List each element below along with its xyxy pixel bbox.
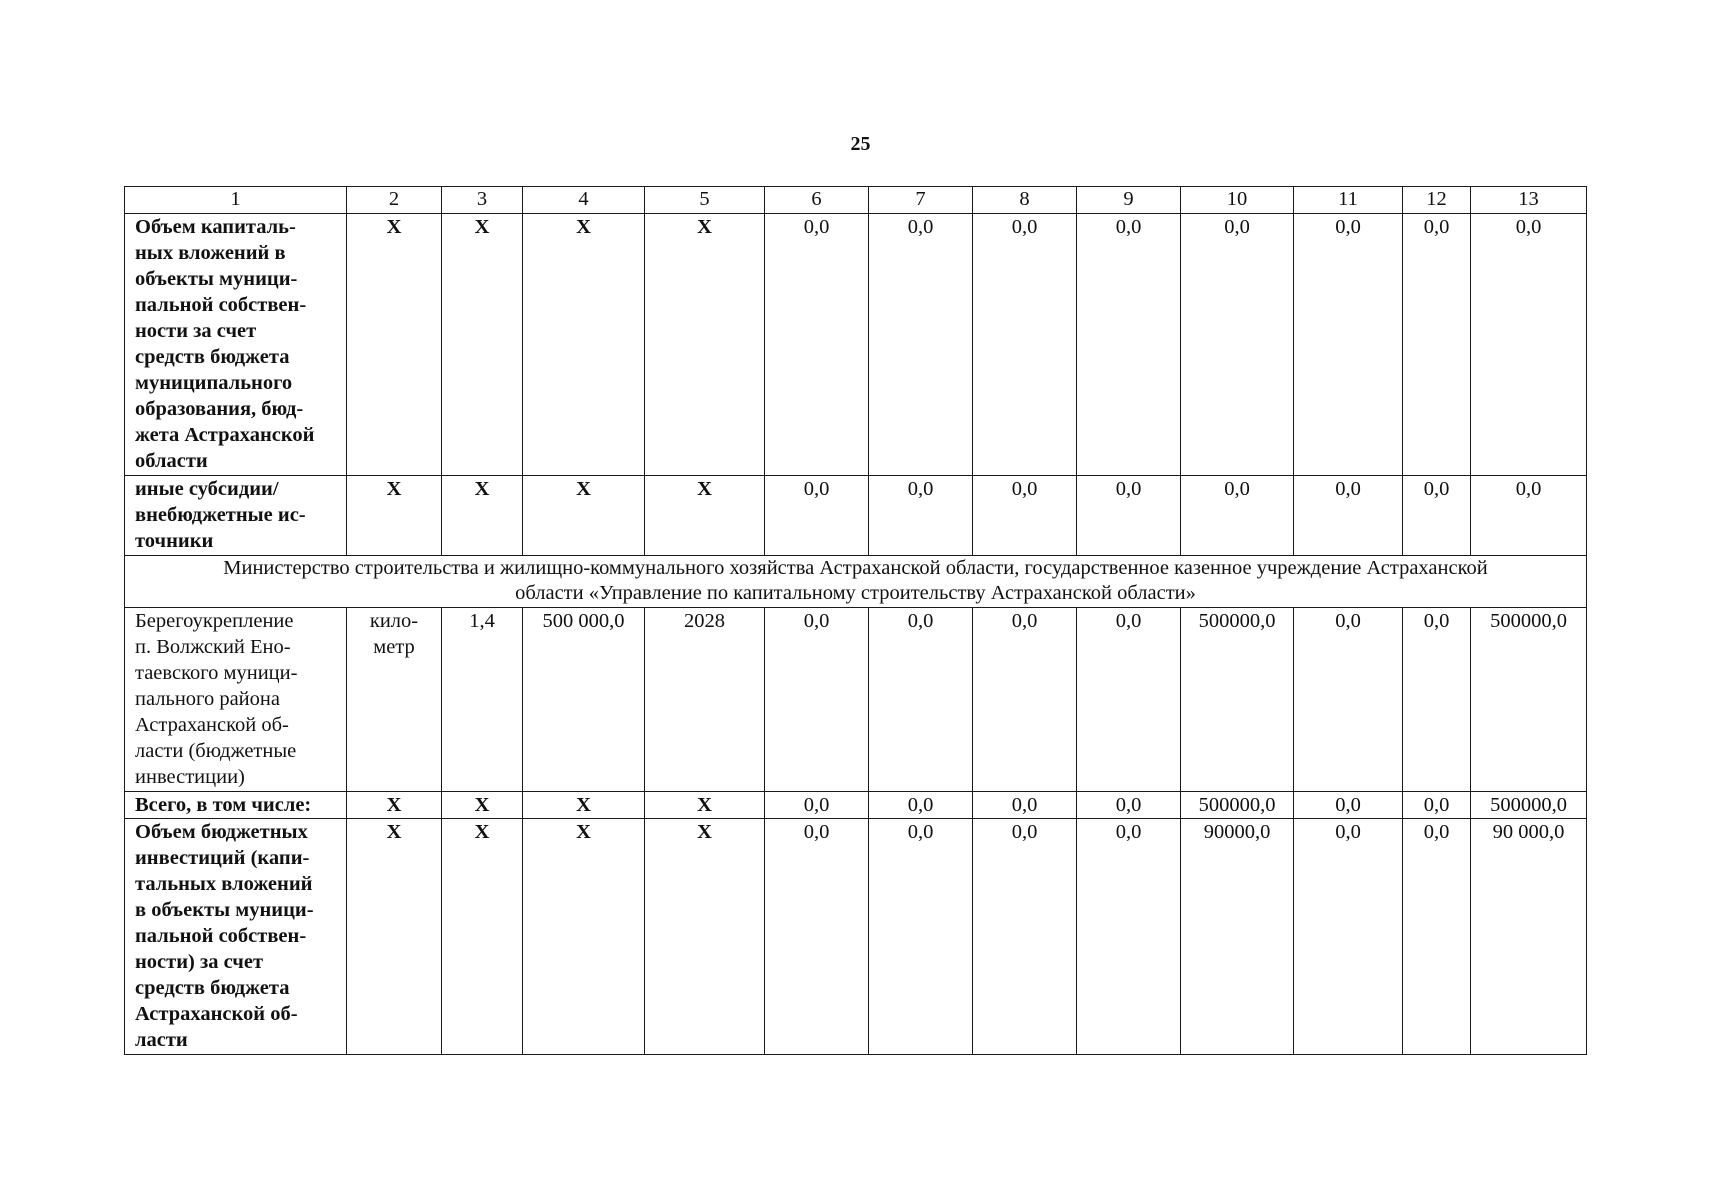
unit-text: кило- метр — [369, 610, 419, 658]
table-cell: X — [347, 819, 442, 1055]
table-cell: 0,0 — [869, 608, 973, 792]
table-cell: 0,0 — [1077, 792, 1181, 819]
table-cell: X — [523, 792, 645, 819]
table-cell: 0,0 — [973, 476, 1077, 556]
table-cell: X — [523, 214, 645, 476]
column-number: 10 — [1181, 187, 1294, 214]
table-cell: 0,0 — [973, 792, 1077, 819]
page-number: 25 — [850, 133, 871, 155]
column-number: 7 — [869, 187, 973, 214]
row-name — [125, 476, 347, 556]
table-cell: 0,0 — [1077, 819, 1181, 1055]
table-cell: 500 000,0 — [523, 608, 645, 792]
table-cell: X — [442, 792, 523, 819]
table-cell: 0,0 — [765, 608, 869, 792]
table-cell: 0,0 — [1181, 214, 1294, 476]
table-cell: 0,0 — [1403, 476, 1471, 556]
table-cell: 0,0 — [1403, 608, 1471, 792]
table-cell: 0,0 — [1403, 214, 1471, 476]
table-cell: 0,0 — [1403, 819, 1471, 1055]
table-cell: 0,0 — [1181, 476, 1294, 556]
table-cell: 500000,0 — [1181, 792, 1294, 819]
row-name-text: Объем капиталь- ных вложений в объекты муници- пальной собствен- ности за счет средств бюджета муниципального образования, бюд- жета Астраханской области — [135, 216, 315, 472]
column-number-row — [125, 187, 1587, 214]
table-cell: X — [645, 819, 765, 1055]
column-number: 9 — [1077, 187, 1181, 214]
table-cell: 0,0 — [765, 819, 869, 1055]
table-cell: 0,0 — [765, 792, 869, 819]
table-cell: X — [442, 214, 523, 476]
table-cell: X — [347, 214, 442, 476]
table-cell: 0,0 — [765, 476, 869, 556]
table-cell: 0,0 — [1294, 214, 1403, 476]
table-row — [125, 476, 1587, 556]
row-name: Всего, в том числе: — [125, 792, 347, 819]
table-cell: 0,0 — [869, 819, 973, 1055]
column-number: 3 — [442, 187, 523, 214]
table-cell: 1,4 — [442, 608, 523, 792]
section-header-text: Министерство строительства и жилищно-коммунального хозяйства Астраханской области, государственное казенное учреждение Астраханской области «Управление по капитальному строительству Астраханской области» — [223, 557, 1488, 604]
section-header — [125, 556, 1587, 608]
table-cell: X — [645, 214, 765, 476]
row-name — [125, 819, 347, 1055]
row-name-text: Берегоукрепление п. Волжский Ено- таевского муници- пального района Астраханской об- ласти (бюджетные инвестиции) — [135, 610, 298, 788]
row-name-text: иные субсидии/ внебюджетные ис- точники — [135, 478, 306, 552]
table-cell: 500000,0 — [1471, 792, 1587, 819]
section-header-row — [125, 556, 1587, 608]
table-cell: X — [645, 476, 765, 556]
table-cell: 0,0 — [1294, 476, 1403, 556]
column-number: 1 — [125, 187, 347, 214]
table-cell: 0,0 — [869, 476, 973, 556]
table-cell: 0,0 — [1294, 608, 1403, 792]
table-cell: 500000,0 — [1181, 608, 1294, 792]
column-number: 11 — [1294, 187, 1403, 214]
table-cell: 0,0 — [973, 819, 1077, 1055]
column-number: 13 — [1471, 187, 1587, 214]
table-cell: 90 000,0 — [1471, 819, 1587, 1055]
table-cell: 0,0 — [1077, 608, 1181, 792]
table-cell: 0,0 — [1294, 792, 1403, 819]
table-row — [125, 792, 1587, 819]
table-cell: 0,0 — [973, 608, 1077, 792]
table-cell: 0,0 — [1403, 792, 1471, 819]
column-number: 6 — [765, 187, 869, 214]
row-name-text: Объем бюджетных инвестиций (капи- тальных вложений в объекты муници- пальной собствен- ности) за счет средств бюджета Астраханской об- ласти — [135, 821, 314, 1051]
table-cell: X — [442, 476, 523, 556]
column-number: 12 — [1403, 187, 1471, 214]
table-cell: 0,0 — [1471, 214, 1587, 476]
table-row — [125, 214, 1587, 476]
budget-table — [124, 186, 1587, 1055]
table-cell: 90000,0 — [1181, 819, 1294, 1055]
table-cell: 0,0 — [973, 214, 1077, 476]
table-cell: X — [523, 476, 645, 556]
table-cell: X — [442, 819, 523, 1055]
column-number: 8 — [973, 187, 1077, 214]
table-cell: X — [347, 792, 442, 819]
column-number: 4 — [523, 187, 645, 214]
table-cell: 2028 — [645, 608, 765, 792]
column-number: 5 — [645, 187, 765, 214]
table-cell: X — [347, 476, 442, 556]
table-cell: 0,0 — [765, 214, 869, 476]
row-name — [125, 608, 347, 792]
column-number: 2 — [347, 187, 442, 214]
table-cell: 0,0 — [1077, 476, 1181, 556]
table-row — [125, 608, 1587, 792]
table-cell: X — [645, 792, 765, 819]
table-cell: 0,0 — [1294, 819, 1403, 1055]
table-cell — [347, 608, 442, 792]
table-cell: 0,0 — [1077, 214, 1181, 476]
table-cell: 0,0 — [869, 214, 973, 476]
table-cell: X — [523, 819, 645, 1055]
table-cell: 0,0 — [1471, 476, 1587, 556]
table-cell: 0,0 — [869, 792, 973, 819]
table-cell: 500000,0 — [1471, 608, 1587, 792]
table-row — [125, 819, 1587, 1055]
row-name — [125, 214, 347, 476]
